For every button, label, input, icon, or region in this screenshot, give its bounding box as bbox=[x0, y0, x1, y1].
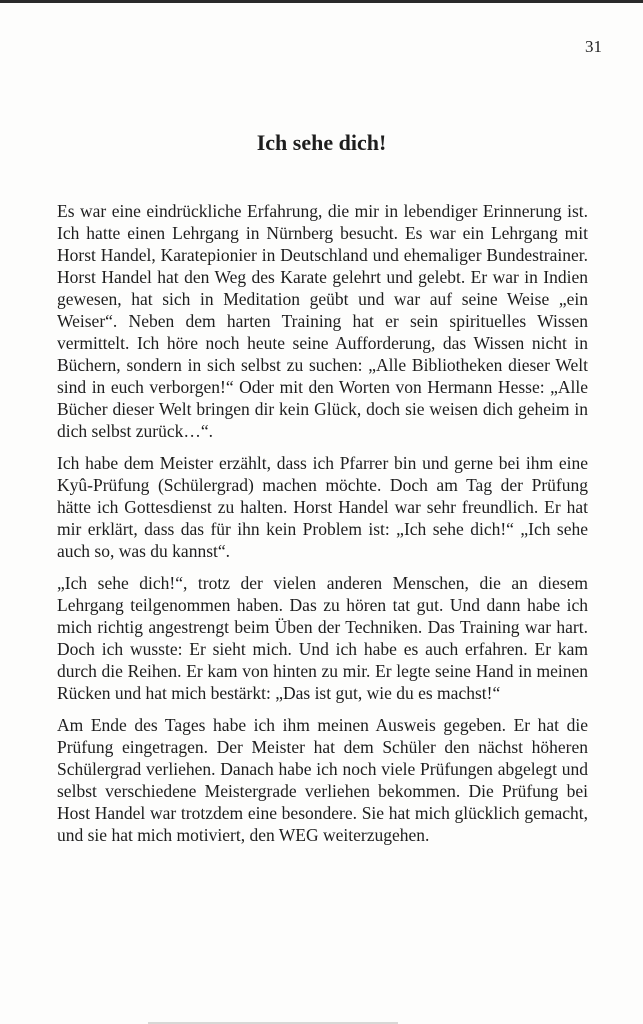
chapter-title: Ich sehe dich! bbox=[256, 130, 387, 155]
page-number: 31 bbox=[585, 37, 602, 56]
paragraph-1: Es war eine eindrückliche Erfahrung, die mir in lebendiger Erinnerung ist. Ich hatte einen Lehrgang in Nürnberg besucht. Es war ein Lehrgang mit Horst Handel, Karatepionier in Deutschland und ehemaliger Bundestrainer. Horst Handel hat den Weg des Karate gelehrt und gelebt. Er war in Indien gewesen, hat sich in Meditation geübt und war auf seine Weise „ein Weiser“. Neben dem harten Training hat er sein spirituelles Wissen vermittelt. Ich höre noch heute seine Aufforderung, das Wissen nicht in Büchern, sondern in sich selbst zu suchen: „Alle Bibliotheken dieser Welt sind in euch verborgen!“ Oder mit den Worten von Hermann Hesse: „Alle Bücher dieser Welt bringen dir kein Glück, doch sie weisen dich geheim in dich selbst zurück…“. bbox=[57, 201, 588, 441]
paragraph-2: Ich habe dem Meister erzählt, dass ich Pfarrer bin und gerne bei ihm eine Kyû-Prüfung (Schülergrad) machen möchte. Doch am Tag der Prüfung hätte ich Gottesdienst zu halten. Horst Handel war sehr freundlich. Er hat mir erklärt, dass das für ihn kein Problem ist: „Ich sehe dich!“ „Ich sehe auch so, was du kannst“. bbox=[57, 453, 588, 561]
top-edge-rule bbox=[0, 0, 643, 3]
body-text bbox=[57, 200, 588, 856]
paragraph-3: „Ich sehe dich!“, trotz der vielen anderen Menschen, die an diesem Lehrgang teilgenommen haben. Das zu hören tat gut. Und dann habe ich mich richtig angestrengt beim Üben der Techniken. Das Training war hart. Doch ich wusste: Er sieht mich. Und ich habe es auch erfahren. Er kam durch die Reihen. Er kam von hinten zu mir. Er legte seine Hand in meinen Rücken und hat mich bestärkt: „Das ist gut, wie du es machst!“ bbox=[57, 573, 588, 703]
paragraph-4: Am Ende des Tages habe ich ihm meinen Ausweis gegeben. Er hat die Prüfung eingetragen. Der Meister hat dem Schüler den nächst höheren Schülergrad verliehen. Danach habe ich noch viele Prüfungen abgelegt und selbst verschiedene Meistergrade verliehen bekommen. Die Prüfung bei Host Handel war trotzdem eine besondere. Sie hat mich glücklich gemacht, und sie hat mich motiviert, den WEG weiterzugehen. bbox=[57, 715, 588, 845]
